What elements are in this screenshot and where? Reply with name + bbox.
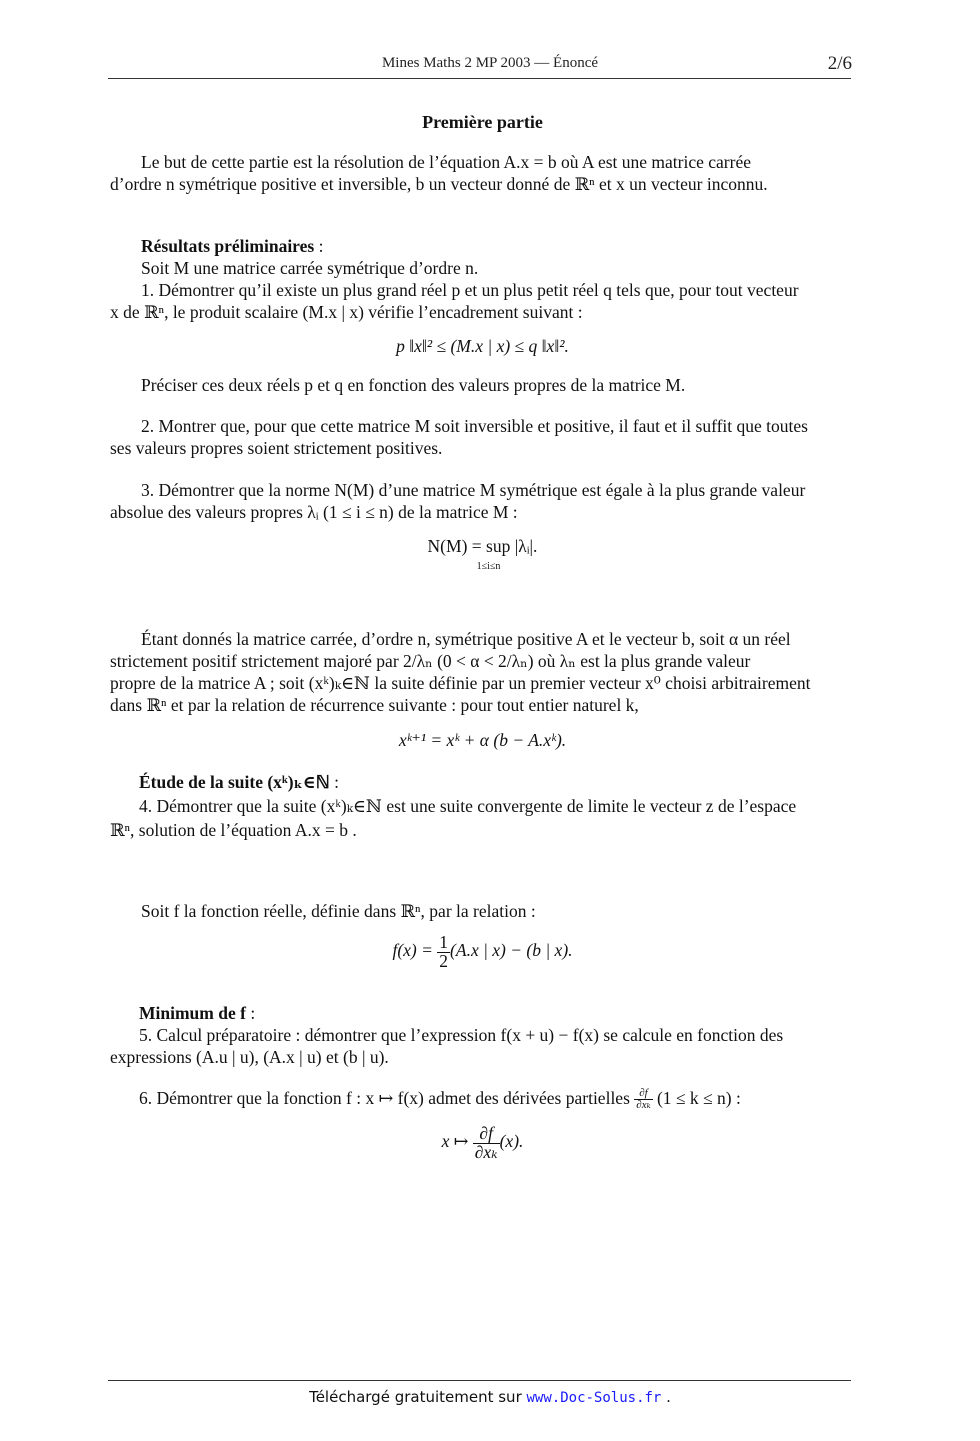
footer-suffix: . — [661, 1388, 671, 1406]
fraction-numerator: 1 — [439, 932, 449, 952]
intro-line-1: Le but de cette partie est la résolution de l’équation A.x = b où A est une matrice carrée — [141, 152, 751, 172]
q6-formula-right: (x). — [499, 1131, 524, 1152]
footer-link[interactable]: www.Doc-Solus.fr — [526, 1390, 662, 1406]
function-formula-fraction — [437, 934, 450, 970]
footer — [0, 1388, 980, 1406]
q3-line-1: 3. Démontrer que la norme N(M) d’une matrice M symétrique est égale à la plus grande valeur — [141, 480, 806, 500]
q6-formula-denominator: ∂xₖ — [474, 1141, 498, 1162]
q4-line-1: 4. Démontrer que la suite (xᵏ)ₖ∈ℕ est une suite convergente de limite le vecteur z de l’espace — [139, 796, 797, 816]
q5-line-2: expressions (A.u | u), (A.x | u) et (b | u). — [110, 1047, 389, 1067]
sequence-line-3: propre de la matrice A ; soit (xᵏ)ₖ∈ℕ la suite définie par un premier vecteur x⁰ choisi arbitrairement — [110, 673, 811, 693]
header-rule — [108, 78, 851, 79]
q5-line-1: 5. Calcul préparatoire : démontrer que l’expression f(x + u) − f(x) se calcule en fonction des — [139, 1025, 784, 1045]
sequence-formula: xᵏ⁺¹ = xᵏ + α (b − A.xᵏ). — [398, 730, 567, 750]
prelim-heading-text: Résultats préliminaires — [141, 236, 315, 256]
q6-formula-fraction — [473, 1125, 500, 1161]
section-title: Première partie — [422, 112, 543, 132]
q6-text: 6. Démontrer que la fonction f : x ↦ f(x) admet des dérivées partielles — [139, 1088, 630, 1108]
footer-rule — [108, 1380, 851, 1381]
running-header-title: Mines Maths 2 MP 2003 — Énoncé — [381, 55, 599, 71]
function-formula-right: (A.x | x) − (b | x). — [450, 940, 573, 961]
page-number: 2/6 — [827, 53, 852, 74]
etude-heading-colon: : — [329, 772, 340, 792]
q4-line-2: ℝⁿ, solution de l’équation A.x = b . — [110, 820, 357, 840]
q3-formula: N(M) = sup |λᵢ|. — [427, 536, 538, 556]
fraction-denominator: 2 — [439, 950, 449, 971]
minimum-heading — [139, 1002, 839, 1024]
footer-text: Téléchargé gratuitement sur — [309, 1388, 527, 1406]
function-formula-left: f(x) = — [392, 940, 438, 961]
q6-partial-numerator: ∂f — [634, 1088, 652, 1100]
sequence-line-1: Étant donnés la matrice carrée, d’ordre n, symétrique positive A et le vecteur b, soit α un réel — [141, 629, 791, 649]
sequence-line-2: strictement positif strictement majoré par 2/λₙ (0 < α < 2/λₙ) où λₙ est la plus grande valeur — [110, 651, 751, 671]
prelim-soit: Soit M une matrice carrée symétrique d’ordre n. — [141, 258, 479, 278]
q2-line-1: 2. Montrer que, pour que cette matrice M soit inversible et positive, il faut et il suffit que toutes — [141, 416, 808, 436]
q3-formula-subscript: 1≤i≤n — [476, 561, 501, 572]
q1-line-1: 1. Démontrer qu’il existe un plus grand réel p et un plus petit réel q tels que, pour tout vecteur — [141, 280, 799, 300]
function-def-line: Soit f la fonction réelle, définie dans ℝⁿ, par la relation : — [141, 901, 536, 921]
q1-formula: p ‖x‖² ≤ (M.x | x) ≤ q ‖x‖². — [396, 336, 569, 356]
q6-tail: (1 ≤ k ≤ n) : — [652, 1088, 741, 1108]
q6-line — [139, 1087, 855, 1111]
minimum-heading-text: Minimum de f — [139, 1003, 246, 1023]
intro-line-2: d’ordre n symétrique positive et inversible, b un vecteur donné de ℝⁿ et x un vecteur inconnu. — [110, 174, 768, 194]
sequence-line-4: dans ℝⁿ et par la relation de récurrence suivante : pour tout entier naturel k, — [110, 695, 639, 715]
q6-partial-denominator: ∂xₖ — [636, 1099, 651, 1112]
q2-line-2: ses valeurs propres soient strictement positives. — [110, 438, 443, 458]
q1-precise: Préciser ces deux réels p et q en fonction des valeurs propres de la matrice M. — [141, 375, 686, 395]
q3-line-2: absolue des valeurs propres λᵢ (1 ≤ i ≤ n) de la matrice M : — [110, 502, 518, 522]
q6-formula — [110, 1125, 855, 1161]
prelim-heading — [141, 235, 841, 257]
q1-line-2: x de ℝⁿ, le produit scalaire (M.x | x) vérifie l’encadrement suivant : — [110, 302, 583, 322]
function-formula — [110, 934, 855, 970]
q6-formula-left: x ↦ — [441, 1131, 473, 1152]
etude-heading-text: Étude de la suite (xᵏ)ₖ∈ℕ — [139, 772, 330, 792]
etude-heading — [139, 771, 839, 793]
q6-formula-numerator: ∂f — [473, 1125, 500, 1144]
q6-partial-fraction — [634, 1088, 652, 1111]
prelim-heading-colon: : — [314, 236, 324, 256]
minimum-heading-colon: : — [245, 1003, 256, 1023]
